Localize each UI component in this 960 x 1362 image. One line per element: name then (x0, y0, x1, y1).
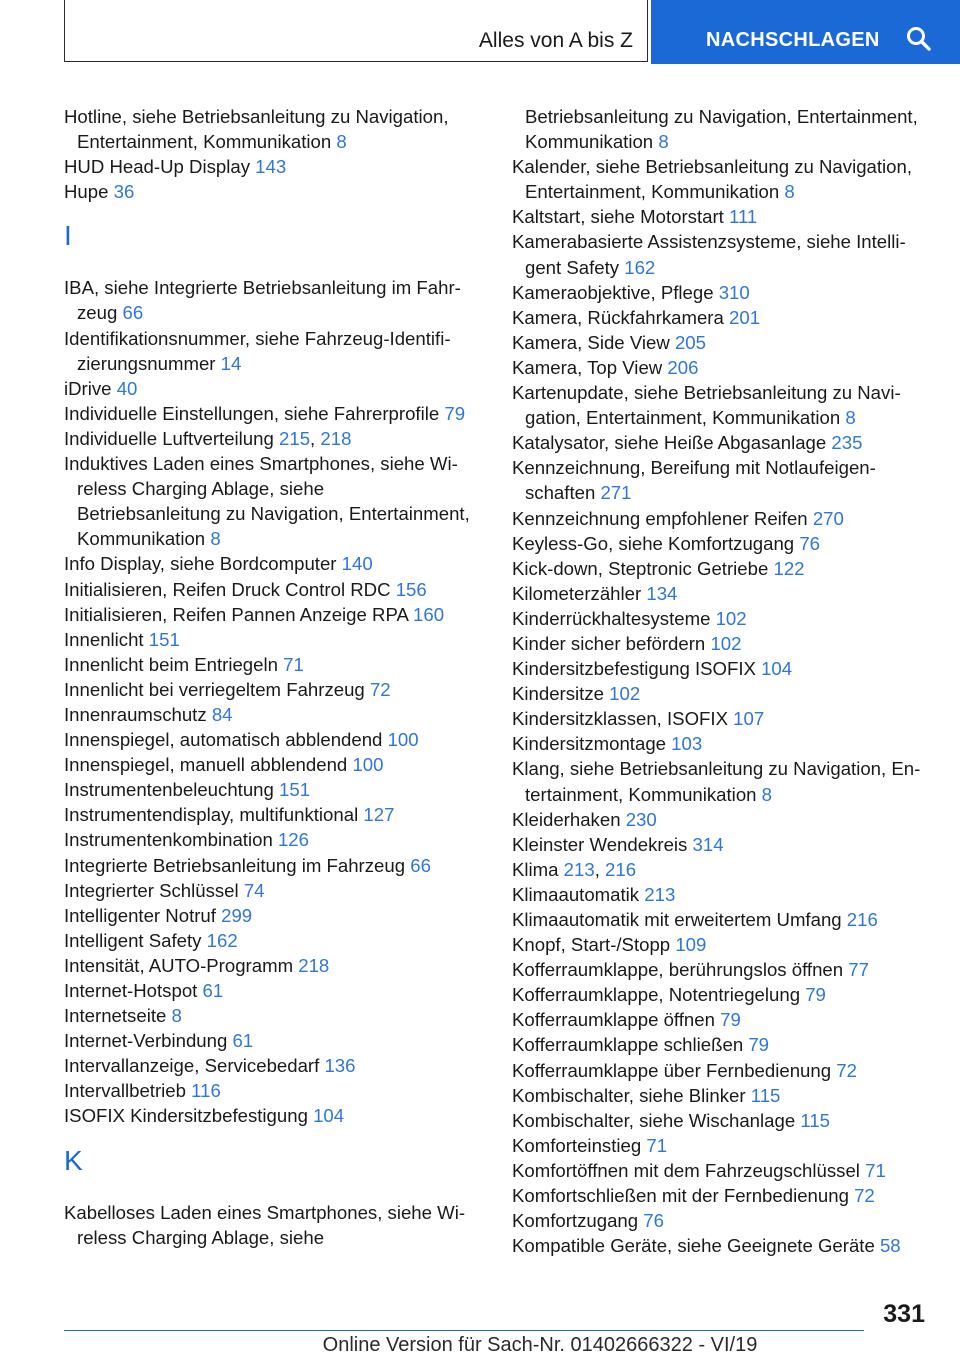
page-reference-link[interactable]: 104 (313, 1105, 345, 1127)
page-reference-link[interactable]: 235 (831, 432, 863, 454)
entry-continuation: schaften (525, 482, 596, 504)
index-entry (512, 1058, 932, 1083)
index-entry (512, 807, 932, 832)
index-entry (64, 275, 484, 325)
index-entry (512, 154, 932, 204)
index-entry (512, 430, 932, 455)
entry-continuation: gent Safety (525, 256, 620, 278)
entry-term: Internet-Verbindung (64, 1030, 228, 1052)
entry-term: Kleinster Wendekreis (512, 833, 688, 855)
entry-term: Knopf, Start-/Stopp (512, 934, 671, 956)
page-reference-link[interactable]: 213 (563, 858, 595, 880)
index-entry (512, 982, 932, 1007)
entry-term: Klang, siehe Betriebsanleitung zu Navigation, En- (512, 758, 921, 780)
entry-term: Integrierter Schlüssel (64, 879, 239, 901)
page-reference-link[interactable]: 310 (718, 281, 750, 303)
page-reference-link[interactable]: 100 (387, 729, 419, 751)
page-reference-link[interactable]: 79 (444, 402, 466, 424)
page-reference-link[interactable]: 213 (644, 883, 676, 905)
page-reference-link[interactable]: 8 (784, 181, 795, 203)
entry-term: Kaltstart, siehe Motorstart (512, 206, 724, 228)
index-entry (512, 455, 932, 505)
entry-continuation: Kommunikation (525, 131, 654, 153)
section-tab[interactable] (64, 0, 648, 62)
index-entry (64, 1200, 484, 1250)
index-entry (512, 531, 932, 556)
page-reference-link[interactable]: 216 (605, 858, 637, 880)
page-reference-link[interactable]: 109 (675, 934, 707, 956)
entry-term: Instrumentenbeleuchtung (64, 779, 274, 801)
index-entry (64, 401, 484, 426)
index-entry (512, 229, 932, 279)
entry-term: Intensität, AUTO-Programm (64, 954, 294, 976)
entry-continuation: Betriebsanleitung zu Navigation, Entertainment, (77, 503, 470, 525)
index-column-left (64, 104, 484, 1250)
entry-term: Induktives Laden eines Smartphones, siehe Wi- (64, 453, 458, 475)
entry-term: Integrierte Betriebsanleitung im Fahrzeug (64, 854, 406, 876)
index-entry (64, 777, 484, 802)
index-entry (64, 702, 484, 727)
page-reference-link[interactable]: 72 (836, 1059, 857, 1081)
page-reference-link[interactable]: 116 (191, 1080, 221, 1102)
index-entry (64, 1003, 484, 1028)
page-reference-link[interactable]: 104 (761, 658, 793, 680)
entry-term: Intervallanzeige, Servicebedarf (64, 1055, 320, 1077)
section-title: Alles von A bis Z (478, 29, 633, 52)
entry-term: Kofferraumklappe öffnen (512, 1009, 715, 1031)
index-entry (64, 853, 484, 878)
page-reference-link[interactable]: 136 (324, 1055, 356, 1077)
index-letter-heading: K (64, 1144, 83, 1176)
index-entry (64, 752, 484, 777)
page-reference-link[interactable]: 151 (148, 628, 180, 650)
page-reference-link[interactable]: 84 (211, 703, 233, 725)
index-entry (64, 903, 484, 928)
entry-term: Kombischalter, siehe Wischanlage (512, 1109, 796, 1131)
index-entry (512, 606, 932, 631)
page-reference-link[interactable]: 71 (283, 653, 304, 675)
entry-term: Kofferraumklappe über Fernbedienung (512, 1059, 832, 1081)
index-entry (64, 827, 484, 852)
page-reference-link[interactable]: 79 (720, 1009, 741, 1031)
online-version-text: Online Version für Sach-Nr. 01402666322 - VI/19 (322, 1334, 758, 1356)
entry-term: Kindersitzmontage (512, 733, 666, 755)
index-entry (64, 104, 484, 154)
entry-term: Kombischalter, siehe Blinker (512, 1084, 746, 1106)
entry-term: Hotline, siehe Betriebsanleitung zu Navigation, (64, 106, 449, 127)
entry-term: Kalender, siehe Betriebsanleitung zu Navigation, (512, 156, 913, 178)
page-reference-link[interactable]: 58 (879, 1235, 901, 1257)
page-reference-link[interactable]: 201 (729, 306, 761, 328)
index-entry (64, 1103, 484, 1128)
page-reference-link[interactable]: 103 (671, 733, 703, 755)
page-reference-link[interactable]: 115 (750, 1084, 781, 1106)
entry-term: Kameraobjektive, Pflege (512, 281, 714, 303)
entry-term: Initialisieren, Reifen Pannen Anzeige RPA (64, 603, 408, 625)
index-entry (512, 832, 932, 857)
index-entry (512, 380, 932, 430)
entry-term: Intelligenter Notruf (64, 904, 216, 926)
entry-continuation: tertainment, Kommunikation (525, 783, 757, 805)
page-reference-link[interactable]: 122 (773, 557, 805, 579)
page-reference-link[interactable]: 218 (320, 427, 352, 449)
footer-divider (64, 1330, 864, 1331)
index-entry (64, 179, 484, 204)
index-entry: Klima 213, 216 (512, 858, 637, 880)
page-reference-link[interactable]: 115 (800, 1109, 831, 1131)
entry-term: Info Display, siehe Bordcomputer (64, 553, 337, 575)
entry-term: Identifikationsnummer, siehe Fahrzeug-Identifi- (64, 327, 451, 349)
entry-term: Kinderrückhaltesysteme (512, 607, 711, 629)
index-entry (64, 551, 484, 576)
page-reference-link[interactable]: 218 (298, 954, 330, 976)
index-entry (64, 326, 484, 376)
index-entry (512, 330, 932, 355)
entry-term: Hupe (64, 181, 109, 203)
page-reference-link[interactable]: 8 (171, 1005, 182, 1027)
entry-term: Kamera, Rückfahrkamera (512, 306, 724, 328)
index-entry (512, 204, 932, 229)
entry-continuation: Kommunikation (77, 528, 206, 550)
page-reference-link[interactable]: 76 (799, 532, 821, 554)
index-entry (64, 602, 484, 627)
index-entry (512, 1108, 932, 1133)
index-entry (64, 376, 484, 401)
entry-term: Komforteinstieg (512, 1134, 642, 1156)
entry-continuation: zierungsnummer (77, 352, 216, 374)
page-reference-link[interactable]: 14 (220, 352, 242, 374)
entry-continuation: zeug (77, 302, 118, 324)
index-entry (64, 1028, 484, 1053)
nav-label: NACHSCHLAGEN (706, 29, 880, 51)
page-reference-link[interactable]: 77 (848, 959, 869, 981)
index-entry (512, 631, 932, 656)
entry-term: Kompatible Geräte, siehe Geeignete Geräte (512, 1235, 875, 1257)
entry-term: Kindersitzbefestigung ISOFIX (512, 658, 756, 680)
entry-continuation: Betriebsanleitung zu Navigation, Entertainment, (525, 106, 918, 127)
page-reference-link[interactable]: 8 (336, 131, 347, 153)
page-reference-link[interactable]: 71 (865, 1159, 886, 1181)
entry-term: Innenspiegel, automatisch abblendend (64, 729, 383, 751)
index-entry (64, 1078, 484, 1103)
entry-term: Innenraumschutz (64, 703, 207, 725)
entry-term: Kamera, Side View (512, 331, 670, 353)
index-entry (512, 681, 932, 706)
index-entry (512, 932, 932, 957)
entry-continuation: Entertainment, Kommunikation (77, 131, 332, 153)
search-icon[interactable] (906, 26, 932, 52)
page-reference-link[interactable]: 79 (748, 1034, 770, 1056)
entry-term: Klimaautomatik (512, 883, 640, 905)
page-reference-link[interactable]: 74 (243, 879, 265, 901)
entry-term: Innenlicht beim Entriegeln (64, 653, 278, 675)
entry-term: Kennzeichnung, Bereifung mit Notlaufeigen- (512, 457, 876, 479)
index-entry (64, 978, 484, 1003)
entry-term: Kindersitzklassen, ISOFIX (512, 708, 728, 730)
page-reference-link[interactable]: 162 (624, 256, 656, 278)
entry-term: Intelligent Safety (64, 929, 202, 951)
index-entry (512, 280, 932, 305)
page-reference-link[interactable]: 102 (715, 607, 747, 629)
index-entry (64, 1053, 484, 1078)
index-entry (512, 1183, 932, 1208)
index-letter-heading: I (64, 220, 72, 252)
entry-term: Internet-Hotspot (64, 980, 198, 1001)
entry-term: Klimaautomatik mit erweitertem Umfang (512, 909, 842, 930)
entry-continuation: reless Charging Ablage, siehe (77, 1226, 325, 1248)
index-entry (512, 506, 932, 531)
page-reference-link[interactable]: 71 (646, 1134, 668, 1156)
entry-term: Kofferraumklappe schließen (512, 1034, 744, 1056)
page-reference-link[interactable]: 206 (667, 356, 699, 378)
page-reference-link[interactable]: 162 (206, 929, 238, 951)
entry-term: Kartenupdate, siehe Betriebsanleitung zu Navi- (512, 382, 901, 404)
index-entry (64, 878, 484, 903)
entry-term: Kofferraumklappe, berührungslos öffnen (512, 959, 844, 981)
page-reference-link[interactable]: 126 (277, 829, 309, 851)
page-reference-link[interactable]: 216 (846, 909, 878, 930)
entry-term: Komfortzugang (512, 1210, 639, 1232)
index-entry (512, 1133, 932, 1158)
index-entry (512, 1007, 932, 1032)
entry-term: Innenspiegel, manuell abblendend (64, 754, 348, 776)
page-reference-link[interactable]: 79 (805, 984, 826, 1006)
index-entry (512, 1083, 932, 1108)
page-reference-link[interactable]: 205 (674, 331, 706, 353)
page-number: 331 (883, 1300, 925, 1328)
index-entry (64, 677, 484, 702)
page-reference-link[interactable]: 40 (116, 377, 138, 399)
entry-continuation: gation, Entertainment, Kommunikation (525, 407, 841, 429)
index-entry (512, 957, 932, 982)
page-reference-link[interactable]: 72 (369, 678, 391, 700)
index-entry (512, 556, 932, 581)
entry-term: Kofferraumklappe, Notentriegelung (512, 984, 801, 1006)
index-entry (512, 1233, 932, 1258)
index-entry (512, 882, 932, 907)
entry-term: Kinder sicher befördern (512, 632, 706, 654)
index-entry (64, 652, 484, 677)
entry-term: Kilometerzähler (512, 582, 642, 604)
entry-term: Kamerabasierte Assistenzsysteme, siehe Intelli- (512, 231, 906, 253)
page-reference-link[interactable]: 8 (845, 407, 856, 429)
page-reference-link[interactable]: 8 (761, 783, 773, 805)
entry-term: Katalysator, siehe Heiße Abgasanlage (512, 432, 827, 454)
entry-term: Komfortöffnen mit dem Fahrzeugschlüssel (512, 1159, 860, 1181)
entry-term: Initialisieren, Reifen Druck Control RDC (64, 578, 391, 600)
index-entry (512, 104, 932, 154)
entry-term: Kindersitze (512, 683, 604, 705)
entry-term: HUD Head-Up Display (64, 156, 250, 178)
page-reference-link[interactable]: 156 (395, 578, 427, 600)
page-reference-link[interactable]: 61 (232, 1030, 254, 1052)
entry-term: Klima (512, 858, 559, 880)
entry-term: Innenlicht bei verriegeltem Fahrzeug (64, 678, 365, 700)
entry-term: Innenlicht (64, 628, 144, 650)
entry-term: Kleiderhaken (512, 808, 621, 830)
entry-term: Kennzeichnung empfohlener Reifen (512, 507, 808, 529)
page-reference-link[interactable]: 36 (113, 181, 135, 203)
page-reference-link[interactable]: 107 (733, 708, 765, 730)
page-reference-link[interactable]: 215 (279, 427, 311, 449)
page-reference-link[interactable]: 230 (625, 808, 657, 830)
index-entry (512, 706, 932, 731)
entry-term: ISOFIX Kindersitzbefestigung (64, 1105, 308, 1127)
page-reference-link[interactable]: 314 (692, 833, 724, 855)
index-entry (64, 154, 484, 179)
entry-term: Kick-down, Steptronic Getriebe (512, 557, 769, 579)
page-reference-link[interactable]: 111 (729, 206, 758, 228)
index-entry (64, 928, 484, 953)
page-reference-link[interactable]: 72 (854, 1185, 875, 1207)
page-reference-link[interactable]: 299 (221, 904, 253, 926)
nav-tab-nachschlagen[interactable] (651, 0, 960, 64)
entry-term: Kamera, Top View (512, 356, 663, 378)
page-reference-link[interactable]: 102 (710, 632, 742, 654)
entry-term: Instrumentendisplay, multifunktional (64, 804, 359, 826)
index-entry (64, 577, 484, 602)
index-entry (64, 627, 484, 652)
index-entry (64, 727, 484, 752)
page-reference-link[interactable]: 102 (609, 683, 641, 705)
page-reference-link[interactable]: 127 (363, 804, 395, 826)
entry-term: Instrumentenkombination (64, 829, 273, 851)
page-header (64, 0, 960, 64)
index-entry (512, 1032, 932, 1057)
page-reference-link[interactable]: 134 (646, 582, 678, 604)
entry-term: Intervallbetrieb (64, 1080, 186, 1102)
page-reference-link[interactable]: 140 (341, 553, 373, 575)
page-reference-link[interactable]: 151 (279, 779, 311, 801)
entry-term: Kabelloses Laden eines Smartphones, siehe Wi- (64, 1201, 466, 1223)
index-entry (512, 305, 932, 330)
entry-term: IBA, siehe Integrierte Betriebsanleitung im Fahr- (64, 277, 461, 299)
entry-term: iDrive (64, 377, 112, 399)
index-entry: Individuelle Luftverteilung 215, 218 (64, 427, 352, 449)
page-reference-link[interactable]: 143 (255, 156, 287, 178)
index-entry (512, 581, 932, 606)
entry-continuation: Entertainment, Kommunikation (525, 181, 780, 203)
index-column-right (512, 104, 932, 1258)
page-reference-link[interactable]: 8 (658, 131, 669, 153)
index-entry (512, 656, 932, 681)
entry-term: Individuelle Luftverteilung (64, 427, 274, 449)
page-reference-link[interactable]: 66 (410, 854, 431, 876)
index-entry (512, 731, 932, 756)
index-entry (512, 355, 932, 380)
entry-term: Keyless-Go, siehe Komfortzugang (512, 532, 795, 554)
entry-term: Internetseite (64, 1005, 167, 1027)
entry-term: Komfortschließen mit der Fernbedienung (512, 1185, 849, 1207)
index-entry (64, 451, 484, 551)
page-reference-link[interactable]: 61 (202, 980, 224, 1001)
index-entry (512, 756, 932, 806)
entry-term: Individuelle Einstellungen, siehe Fahrerprofile (64, 402, 440, 424)
page-reference-link[interactable]: 100 (352, 754, 384, 776)
index-entry (64, 953, 484, 978)
page-reference-link[interactable]: 76 (643, 1210, 664, 1232)
index-entry (64, 802, 484, 827)
page-reference-link[interactable]: 66 (122, 302, 144, 324)
index-entry (512, 1208, 932, 1233)
page-reference-link[interactable]: 160 (413, 603, 445, 625)
entry-continuation: reless Charging Ablage, siehe (77, 478, 325, 500)
index-entry (512, 1158, 932, 1183)
index-entry (512, 907, 932, 932)
page-reference-link[interactable]: 271 (600, 482, 632, 504)
page-reference-link[interactable]: 270 (812, 507, 844, 529)
page-reference-link[interactable]: 8 (210, 528, 221, 550)
